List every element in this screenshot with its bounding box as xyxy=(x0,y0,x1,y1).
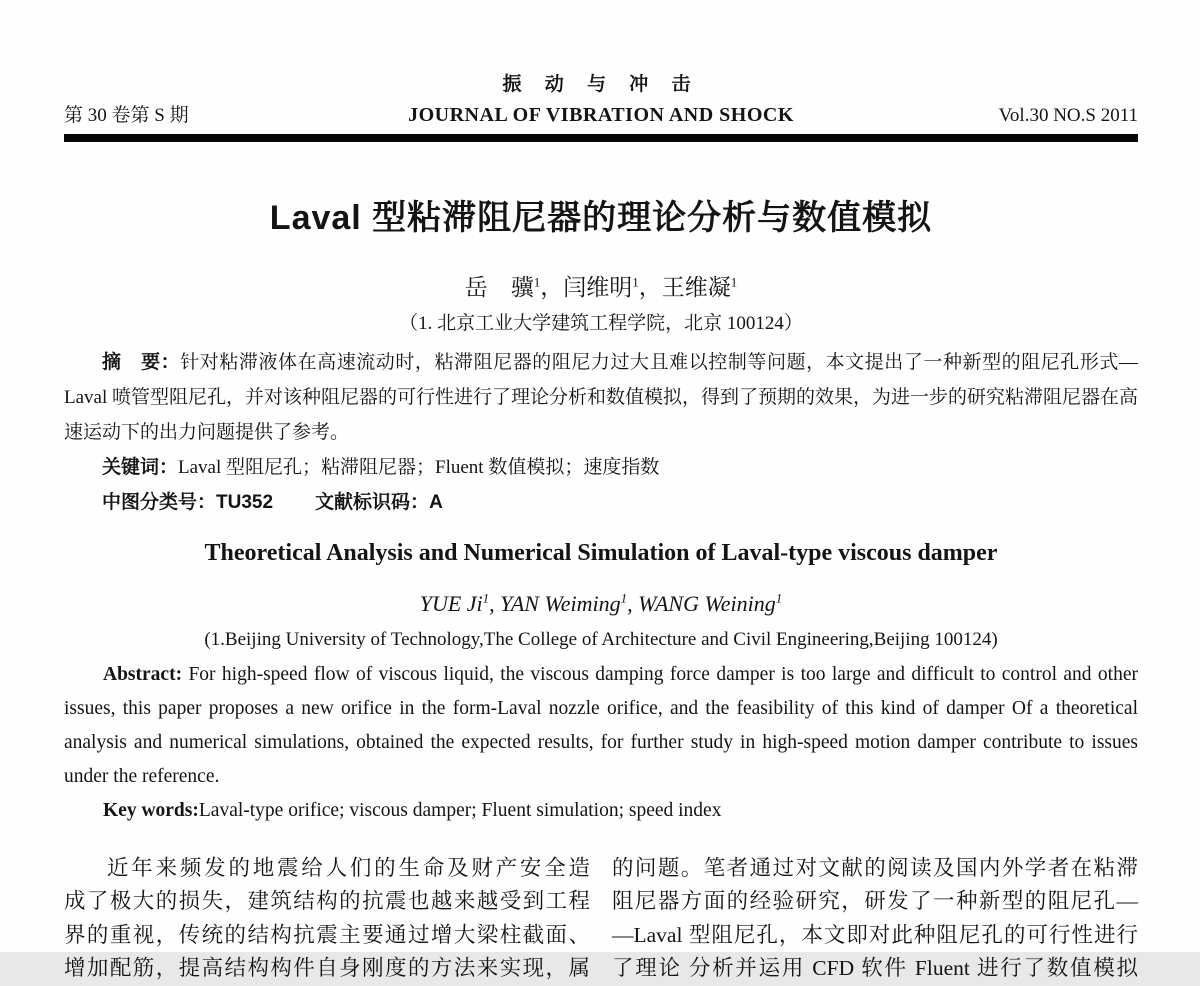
doc-code-label: 文献标识码： xyxy=(315,491,430,513)
author-separator: , xyxy=(627,590,639,616)
author-en: WANG Weining$^1$ xyxy=(638,590,783,616)
author-affil-mark: 1 xyxy=(482,590,490,606)
chinese-front-matter xyxy=(64,345,1138,520)
abstract-label-en: Abstract: xyxy=(103,663,183,685)
body-columns xyxy=(64,852,1138,986)
doc-code-value: A xyxy=(429,491,443,513)
body-line: 阻尼器方面的经验研究，研发了一种新型的阻尼孔— xyxy=(612,889,1138,914)
paper-title-en: Theoretical Analysis and Numerical Simulation of Laval-type viscous damper xyxy=(204,539,998,566)
keywords-en xyxy=(64,794,1138,828)
english-front-matter xyxy=(64,658,1138,828)
body-line: 近年来频发的地震给人们的生命及财产安全造 xyxy=(107,855,590,880)
journal-volume: Vol.30 NO.S 2011 xyxy=(998,105,1139,126)
author-affil-mark: 1 xyxy=(620,590,628,606)
keywords-text-cn: Laval 型阻尼孔；粘滞阻尼器；Fluent 数值模拟；速度指数 xyxy=(178,456,660,478)
author-en: YAN Weiming$^1$ xyxy=(500,590,628,616)
body-line: 了理论 分析并运用 CFD 软件 Fluent 进行了数值模拟 xyxy=(612,956,1138,981)
abstract-cn xyxy=(64,345,1138,450)
author-affil-mark: 1 xyxy=(730,274,738,289)
abstract-text-en: For high-speed flow of viscous liquid, the viscous damping force damper is too large and difficult to control and other issues, this paper proposes a new orifice in the form-Laval nozzle orifice, and the feasibility of this kind of damper Of a theoretical analysis and numerical simulations, obtained the expected results, for further study in high-speed motion damper contribute to issues under the reference. xyxy=(64,663,1138,787)
keywords-text-en: Laval-type orifice; viscous damper; Fluent simulation; speed index xyxy=(198,799,722,821)
affiliation-en: (1.Beijing University of Technology,The College of Architecture and Civil Engineering,Beijing 100124) xyxy=(204,628,998,650)
keywords-label-cn: 关键词： xyxy=(102,456,179,478)
authors-en xyxy=(64,585,1138,618)
body-line: 成了极大的损失，建筑结构的抗震也越来越受到工程 xyxy=(64,889,590,914)
author-separator: , xyxy=(489,590,501,616)
author-separator: ， xyxy=(638,274,662,300)
journal-header xyxy=(64,74,1138,142)
abstract-text-cn: 针对粘滞液体在高速流动时，粘滞阻尼器的阻尼力过大且难以控制等问题，本文提出了一种新型的阻尼孔形式—Laval 喷管型阻尼孔，并对该种阻尼器的可行性进行了理论分析和数值模拟，得到了预期的效果，为进一步的研究粘滞阻尼器在高速运动下的出力问题提供了参考。 xyxy=(64,351,1139,443)
author-affil-mark: 1 xyxy=(632,274,639,289)
clc-value: TU352 xyxy=(216,491,274,513)
abstract-label-cn: 摘 要： xyxy=(102,351,181,373)
author-en: YUE Ji$^1$ xyxy=(419,590,490,616)
author-affil-mark: 1 xyxy=(533,274,541,289)
author-affil-mark: 1 xyxy=(775,590,783,606)
abstract-en xyxy=(64,658,1138,794)
author-cn: 闫维明$^1$ xyxy=(563,274,639,300)
header-rule xyxy=(64,134,1138,142)
body-column-left xyxy=(64,852,590,986)
body-line: 增加配筋，提高结构构件自身刚度的方法来实现，属 xyxy=(64,956,590,981)
body-column-right xyxy=(612,852,1138,986)
author-cn: 岳 骥$^1$ xyxy=(464,274,541,300)
journal-header-row xyxy=(64,104,1138,127)
keywords-cn xyxy=(64,450,1138,485)
journal-title-cn: 振 动 与 冲 击 xyxy=(502,74,700,95)
authors-cn xyxy=(64,268,1138,302)
clc-label: 中图分类号： xyxy=(102,491,217,513)
keywords-label-en: Key words: xyxy=(103,799,199,821)
affiliation-cn: （1. 北京工业大学建筑工程学院，北京 100124） xyxy=(399,312,803,334)
author-cn: 王维凝$^1$ xyxy=(661,274,738,300)
body-line: —Laval 型阻尼孔，本文即对此种阻尼孔的可行性进行 xyxy=(612,922,1138,947)
author-separator: ， xyxy=(540,274,564,300)
body-line: 的问题。笔者通过对文献的阅读及国内外学者在粘滞 xyxy=(612,855,1138,880)
clc-line xyxy=(64,485,1138,520)
journal-title-en: JOURNAL OF VIBRATION AND SHOCK xyxy=(408,104,794,126)
journal-issue: 第 30 卷第 S 期 xyxy=(64,105,189,126)
paper-title-cn: Laval 型粘滞阻尼器的理论分析与数值模拟 xyxy=(269,199,933,237)
body-line: 界的重视，传统的结构抗震主要通过增大梁柱截面、 xyxy=(64,922,590,947)
